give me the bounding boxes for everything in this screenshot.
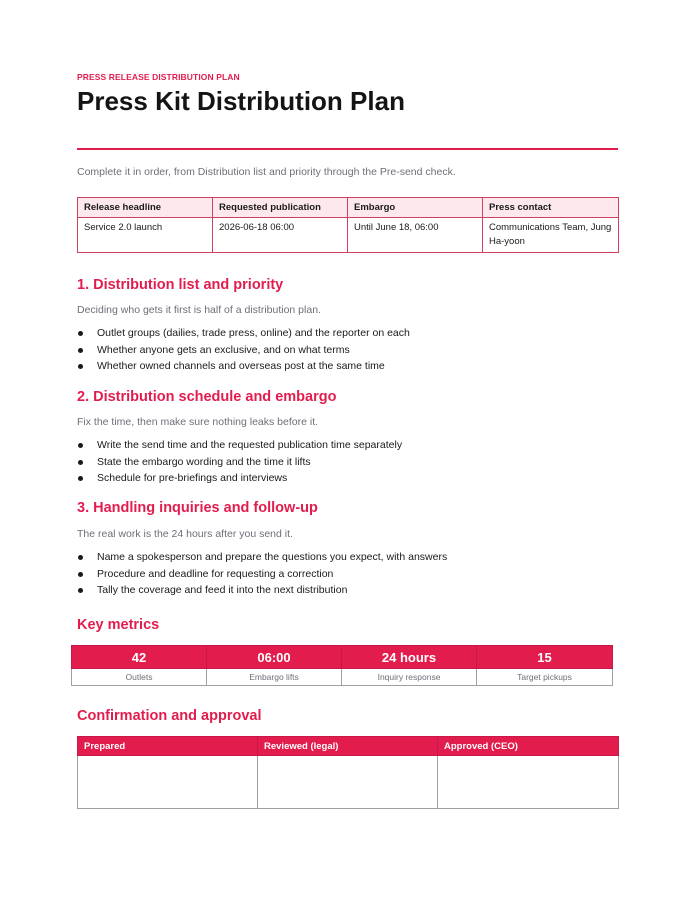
signature-box-approved-ceo[interactable] <box>438 756 619 809</box>
intro-text: Complete it in order, from Distribution list and priority through the Pre-send check. <box>77 166 456 178</box>
section-subtitle: The real work is the 24 hours after you send it. <box>77 528 293 540</box>
metric-value-outlets: 42 <box>72 646 207 669</box>
key-metrics-table <box>71 645 613 686</box>
header-requested-publication: Requested publication <box>213 198 348 218</box>
list-item-text: Name a spokesperson and prepare the questions you expect, with answers <box>97 551 448 563</box>
approval-header-approved-ceo: Approved (CEO) <box>438 737 619 756</box>
approval-header-reviewed-legal: Reviewed (legal) <box>258 737 438 756</box>
cell-requested-publication: 2026-06-18 06:00 <box>213 218 348 253</box>
list-item-text: Schedule for pre-briefings and interviews <box>97 472 288 484</box>
list-item <box>77 549 447 566</box>
metric-label-outlets: Outlets <box>72 669 207 686</box>
metric-label-embargo-lifts: Embargo lifts <box>207 669 342 686</box>
list-item-text: Procedure and deadline for requesting a correction <box>97 567 334 580</box>
metric-label-target-pickups: Target pickups <box>477 669 613 686</box>
bullet-icon <box>78 476 83 481</box>
release-info-header-row <box>78 198 619 218</box>
page-title: Press Kit Distribution Plan <box>77 86 405 116</box>
header-embargo: Embargo <box>348 198 483 218</box>
section-heading-inquiries-followup: 3. Handling inquiries and follow-up <box>77 500 318 516</box>
section-bullet-list <box>77 549 447 599</box>
approval-header-row <box>78 737 619 756</box>
list-item-text: State the embargo wording and the time it lifts <box>97 455 311 468</box>
metric-value-embargo-lifts: 06:00 <box>207 646 342 669</box>
metrics-label-row <box>72 669 613 686</box>
list-item <box>77 325 410 342</box>
header-release-headline: Release headline <box>78 198 213 218</box>
bullet-icon <box>78 572 83 577</box>
metric-value-inquiry-response: 24 hours <box>342 646 477 669</box>
bullet-icon <box>78 443 83 448</box>
bullet-icon <box>78 555 83 560</box>
signature-box-reviewed-legal[interactable] <box>258 756 438 809</box>
signature-box-prepared[interactable] <box>78 756 258 809</box>
list-item <box>77 582 447 599</box>
bullet-icon <box>78 331 83 336</box>
list-item <box>77 470 402 487</box>
list-item <box>77 358 410 375</box>
list-item <box>77 342 410 359</box>
bullet-icon <box>78 364 83 369</box>
list-item-text: Outlet groups (dailies, trade press, online) and the reporter on each <box>97 327 410 339</box>
bullet-icon <box>78 588 83 593</box>
cell-press-contact: Communications Team, Jung Ha-yoon <box>483 218 619 253</box>
section-heading-distribution-list: 1. Distribution list and priority <box>77 277 284 293</box>
section-subtitle: Deciding who gets it first is half of a distribution plan. <box>77 304 321 316</box>
list-item-text: Whether owned channels and overseas post at the same time <box>97 360 385 372</box>
section-subtitle: Fix the time, then make sure nothing leaks before it. <box>77 416 319 428</box>
section-bullet-list <box>77 325 410 375</box>
release-info-table <box>77 197 619 253</box>
cell-embargo: Until June 18, 06:00 <box>348 218 483 253</box>
approval-header-prepared: Prepared <box>78 737 258 756</box>
title-divider <box>77 148 618 150</box>
bullet-icon <box>78 460 83 465</box>
bullet-icon <box>78 348 83 353</box>
metric-value-target-pickups: 15 <box>477 646 613 669</box>
metrics-heading: Key metrics <box>77 617 160 633</box>
approval-heading: Confirmation and approval <box>77 708 262 724</box>
list-item-text: Tally the coverage and feed it into the next distribution <box>97 584 348 596</box>
approval-table <box>77 736 619 809</box>
section-heading-schedule-embargo: 2. Distribution schedule and embargo <box>77 389 337 405</box>
header-press-contact: Press contact <box>483 198 619 218</box>
list-item-text: Whether anyone gets an exclusive, and on what terms <box>97 343 350 356</box>
document-eyebrow: PRESS RELEASE DISTRIBUTION PLAN <box>77 72 240 82</box>
section-bullet-list <box>77 437 402 487</box>
signature-row <box>78 756 619 809</box>
list-item-text: Write the send time and the requested publication time separately <box>97 439 403 451</box>
list-item <box>77 437 402 454</box>
table-row <box>78 218 619 253</box>
list-item <box>77 566 447 583</box>
cell-release-headline: Service 2.0 launch <box>78 218 213 253</box>
list-item <box>77 454 402 471</box>
metric-label-inquiry-response: Inquiry response <box>342 669 477 686</box>
metrics-value-row <box>72 646 613 669</box>
